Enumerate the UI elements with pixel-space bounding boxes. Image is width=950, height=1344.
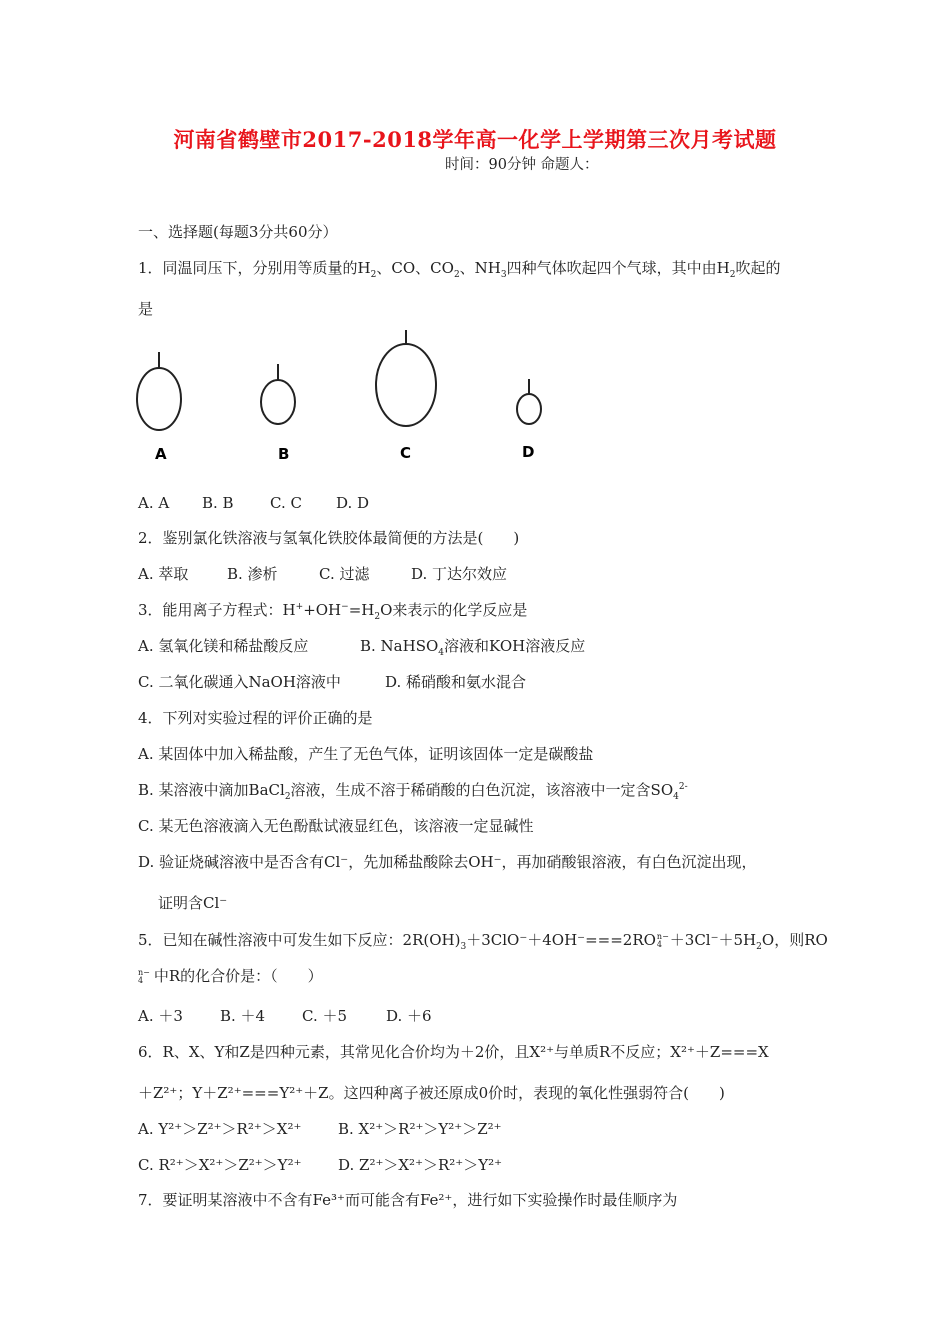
question-1-text-cont: 是	[138, 300, 154, 318]
balloon-figure	[128, 328, 558, 468]
question-6-text: 6．R、X、Y和Z是四种元素，其常见化合价均为＋2价，且X²⁺与单质R不反应；X²⁺＋Z===X	[138, 1043, 769, 1061]
question-3-text: 3．能用离子方程式：$H^++OH^-=H_2O$来表示的化学反应是	[138, 601, 528, 622]
balloon-a	[137, 368, 181, 430]
q6-option-d[interactable]: D. Z²⁺＞X²⁺＞R²⁺＞Y²⁺	[338, 1156, 503, 1174]
balloon-label-c: C	[400, 444, 412, 462]
question-2-options	[138, 564, 507, 584]
q2-option-a[interactable]: A. 萃取	[138, 565, 189, 583]
q5-option-c[interactable]: C. ＋5	[302, 1007, 348, 1025]
question-5-text-cont: n− 4 中R的化合价是：（ ）	[138, 967, 323, 985]
q3-option-b[interactable]: B. NaHSO$_4$溶液和KOH溶液反应	[360, 637, 586, 658]
exam-subtitle: 时间：90分钟 命题人：	[445, 157, 599, 173]
question-6-options-ab	[138, 1119, 502, 1139]
q2-option-b[interactable]: B. 渗析	[227, 565, 278, 583]
question-6-options-cd	[138, 1155, 502, 1175]
question-1-options	[138, 493, 369, 513]
exam-title: 河南省鹤壁市2017-2018学年高一化学上学期第三次月考试题	[173, 127, 777, 152]
balloon-b	[261, 380, 295, 424]
q4-option-d-cont: 证明含Cl⁻	[158, 894, 228, 912]
question-4-text: 4．下列对实验过程的评价正确的是	[138, 709, 373, 727]
question-3-options-ab	[138, 636, 585, 656]
q1-option-d[interactable]: D. D	[336, 494, 370, 512]
balloon-c	[376, 344, 436, 426]
q1-option-b[interactable]: B. B	[202, 494, 234, 512]
question-1-text: 1．同温同压下，分别用等质量的$H_2$、CO、$CO_2$、$NH_3$四种气体吹起四个气球，其中由$H_2$吹起的	[138, 259, 781, 280]
q6-option-c[interactable]: C. R²⁺＞X²⁺＞Z²⁺＞Y²⁺	[138, 1156, 302, 1174]
balloon-label-d: D	[522, 443, 535, 461]
q5-option-d[interactable]: D. ＋6	[386, 1007, 432, 1025]
q3-option-a[interactable]: A. 氢氧化镁和稀盐酸反应	[138, 637, 309, 655]
q4-option-d[interactable]: D. 验证烧碱溶液中是否含有Cl⁻，先加稀盐酸除去OH⁻，再加硝酸银溶液，有白色沉淀出现，	[138, 853, 757, 871]
balloon-label-a: A	[155, 445, 167, 463]
q1-option-a[interactable]: A. A	[138, 494, 170, 512]
q6-option-a[interactable]: A. Y²⁺＞Z²⁺＞R²⁺＞X²⁺	[138, 1120, 302, 1138]
q3-option-d[interactable]: D. 稀硝酸和氨水混合	[385, 673, 527, 691]
q4-option-a[interactable]: A. 某固体中加入稀盐酸，产生了无色气体，证明该固体一定是碳酸盐	[138, 745, 594, 763]
q6-option-b[interactable]: B. X²⁺＞R²⁺＞Y²⁺＞Z²⁺	[338, 1120, 502, 1138]
q1-option-c[interactable]: C. C	[270, 494, 302, 512]
q4-option-c[interactable]: C. 某无色溶液滴入无色酚酞试液显红色，该溶液一定显碱性	[138, 817, 534, 835]
q5-option-a[interactable]: A. ＋3	[138, 1007, 183, 1025]
balloon-label-b: B	[278, 445, 290, 463]
q2-option-d[interactable]: D. 丁达尔效应	[411, 565, 508, 583]
q2-option-c[interactable]: C. 过滤	[319, 565, 370, 583]
question-2-text: 2．鉴别氯化铁溶液与氢氧化铁胶体最简便的方法是( )	[138, 529, 520, 547]
q3-option-c[interactable]: C. 二氧化碳通入NaOH溶液中	[138, 673, 341, 691]
question-3-options-cd	[138, 672, 526, 692]
balloon-d	[517, 394, 541, 424]
question-5-options	[138, 1006, 432, 1026]
question-5-text: 5．已知在碱性溶液中可发生如下反应：$2R(OH)_3+3ClO^-+4OH^-===2ROn-$ $4 +3Cl^-+5H_2O$，则RO	[138, 931, 828, 952]
question-6-text-cont: ＋Z²⁺；Y＋Z²⁺===Y²⁺＋Z。这四种离子被还原成0价时，表现的氧化性强弱符合( )	[138, 1084, 725, 1102]
q4-option-b[interactable]: B. 某溶液中滴加BaCl$_2$溶液，生成不溶于稀硝酸的白色沉淀，该溶液中一定含$SO_4^{2-}$	[138, 781, 688, 802]
section-heading: 一、选择题(每题3分共60分）	[138, 223, 338, 241]
q5-option-b[interactable]: B. ＋4	[220, 1007, 266, 1025]
question-7-text: 7．要证明某溶液中不含有Fe³⁺而可能含有Fe²⁺，进行如下实验操作时最佳顺序为	[138, 1191, 678, 1209]
